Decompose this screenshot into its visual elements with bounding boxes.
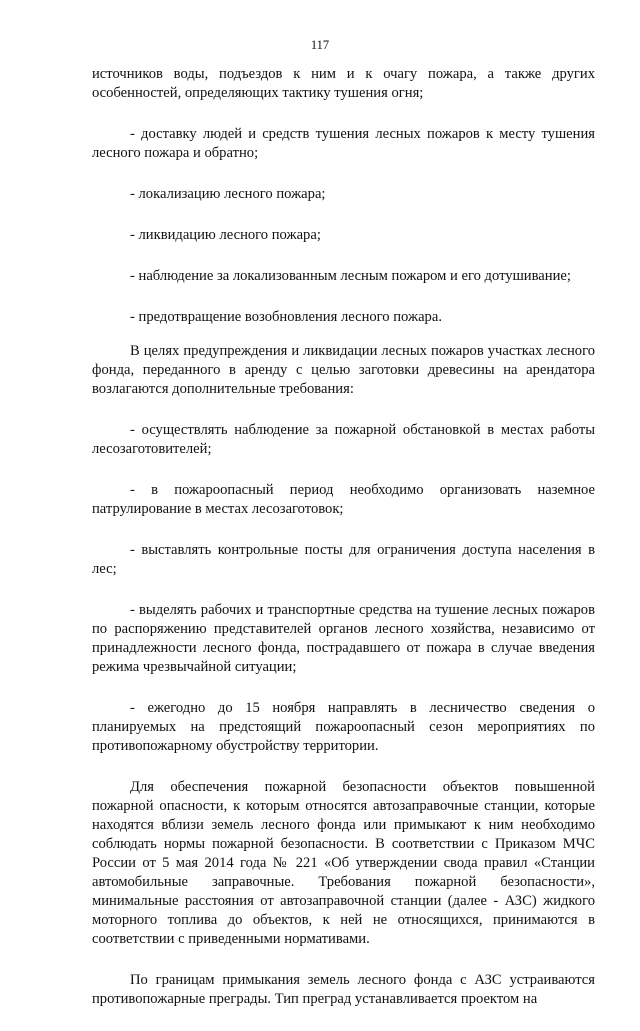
paragraph-fire-safety-azs: Для обеспечения пожарной безопасности объектов повышенной пожарной опасности, к которым относятся автозаправочные станции, которые находятся вблизи земель лесного фонда или примыкают к ним необходимо соблюдать нормы пожарной безопасности. В соответствии с Приказом МЧС России от 5 мая 2014 года № 221 «Об утверждении свода правил «Станции автомобильные заправочные. Требования пожарной безопасности», минимальные расстояния от автозаправочной станции (далее - АЗС) жидкого моторного топлива до объектов, к ней не относящихся, принимаются в соответствии с приведенными нормативами.: [92, 779, 595, 947]
list-item-liquidation: - ликвидацию лесного пожара;: [130, 227, 321, 243]
list-item-patrol: - в пожароопасный период необходимо организовать наземное патрулирование в местах лесозаготовок;: [92, 482, 595, 517]
page-number: 117: [310, 38, 330, 52]
list-item-checkpoints: - выставлять контрольные посты для ограничения доступа населения в лес;: [92, 542, 595, 577]
list-item-annual-report: - ежегодно до 15 ноября направлять в лесничество сведения о планируемых на предстоящий пожароопасный сезон мероприятиях по противопожарному обустройству территории.: [92, 700, 595, 754]
paragraph-lease-requirements: В целях предупреждения и ликвидации лесных пожаров участках лесного фонда, переданного в аренду с целью заготовки древесины на арендатора возлагаются дополнительные требования:: [92, 343, 595, 397]
paragraph-fire-barriers: По границам примыкания земель лесного фонда с АЗС устраиваются противопожарные преграды. Тип преград устанавливается проектом на: [92, 972, 595, 1007]
list-item-observation: - наблюдение за локализованным лесным пожаром и его дотушивание;: [130, 268, 571, 284]
list-item-delivery: - доставку людей и средств тушения лесных пожаров к месту тушения лесного пожара и обратно;: [92, 126, 595, 161]
list-item-monitoring: - осуществлять наблюдение за пожарной обстановкой в местах работы лесозаготовителей;: [92, 422, 595, 457]
list-item-prevention: - предотвращение возобновления лесного пожара.: [130, 309, 442, 325]
paragraph-water-sources: источников воды, подъездов к ним и к очагу пожара, а также других особенностей, определяющих тактику тушения огня;: [92, 66, 595, 101]
list-item-workers-transport: - выделять рабочих и транспортные средства на тушение лесных пожаров по распоряжению представителей органов лесного хозяйства, независимо от принадлежности лесного фонда, пострадавшего от пожара в случае введения режима чрезвычайной ситуации;: [92, 602, 595, 675]
list-item-localization: - локализацию лесного пожара;: [130, 186, 326, 202]
document-body: [92, 65, 595, 1031]
